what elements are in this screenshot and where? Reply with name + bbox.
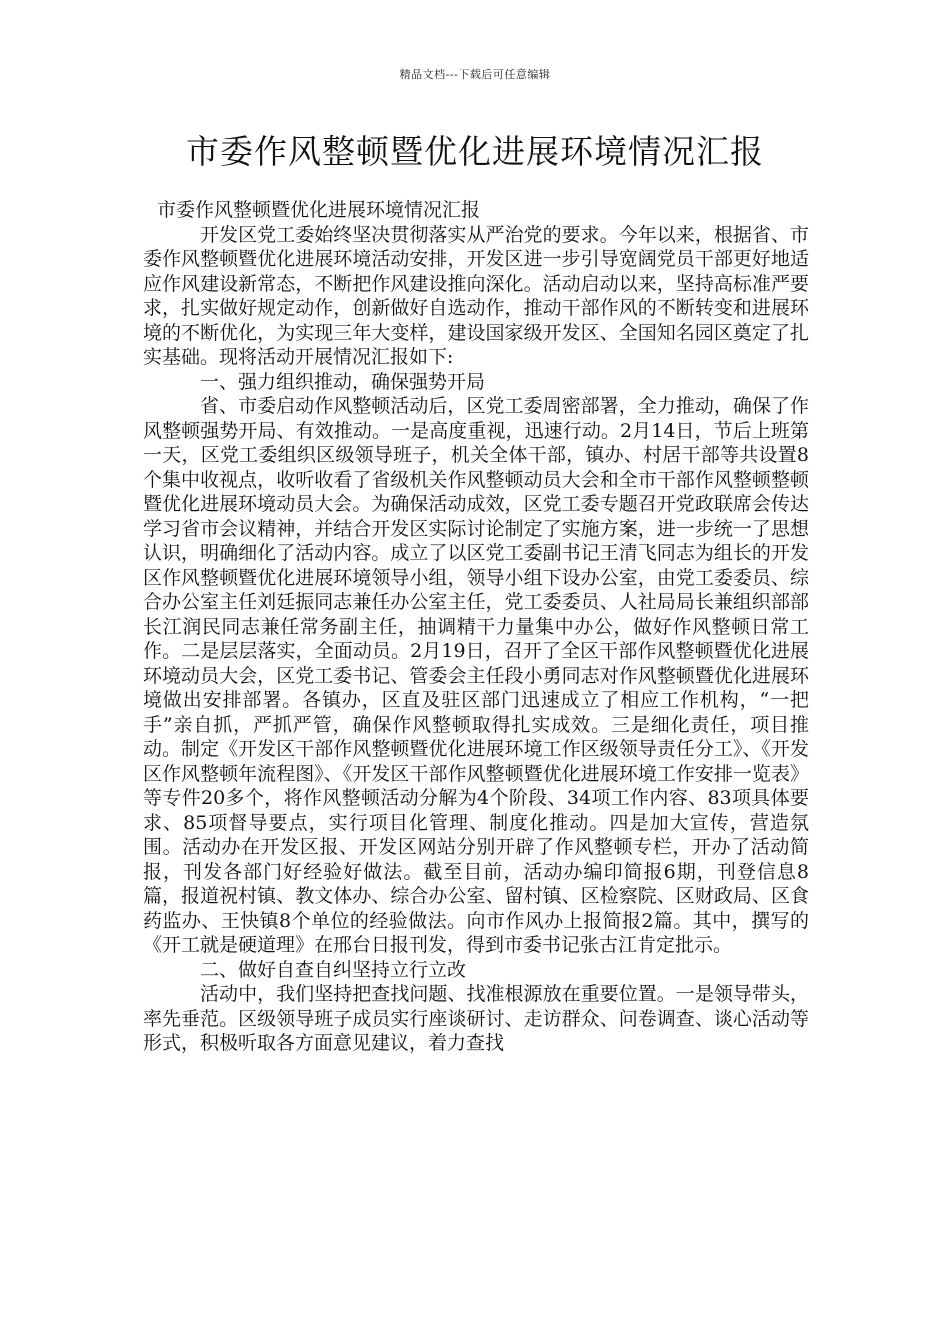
intro-paragraph: 开发区党工委始终坚决贯彻落实从严治党的要求。今年以来，根据省、市委作风整顿暨优化进展环境活动安排，开发区进一步引导宽阔党员干部更好地适应作风建设新常态，不断把作风建设推向深化。活动启动以来，坚持高标准严要求，扎实做好规定动作，创新做好自选动作，推动干部作风的不断转变和进展环境的不断优化，为实现三年大变样，建设国家级开发区、全国知名园区奠定了扎实基础。现将活动开展情况汇报如下: xyxy=(143,223,809,368)
page-header-note: 精品文档---下载后可任意编辑 xyxy=(399,68,551,81)
document-subtitle: 市委作风整顿暨优化进展环境情况汇报 xyxy=(157,199,481,221)
section-1-paragraph: 省、市委启动作风整顿活动后，区党工委周密部署，全力推动，确保了作风整顿强势开局、有效推动。一是高度重视，迅速行动。2月14日，节后上班第一天，区党工委组织区级领导班子，机关全体干部，镇办、村居干部等共设置8个集中收视点，收听收看了省级机关作风整顿动员大会和全市干部作风整顿整顿暨优化进展环境动员大会。为确保活动成效，区党工委专题召开党政联席会传达学习省市会议精神，并结合开发区实际讨论制定了实施方案，进一步统一了思想认识，明确细化了活动内容。成立了以区党工委副书记王清飞同志为组长的开发区作风整顿暨优化进展环境领导小组，领导小组下设办公室，由党工委委员、综合办公室主任刘廷振同志兼任办公室主任，党工委委员、人社局局长兼组织部部长江润民同志兼任常务副主任，抽调精干力量集中办公，做好作风整顿日常工作。二是层层落实，全面动员。2月19日，召开了全区干部作风整顿暨优化进展环境动员大会，区党工委书记、管委会主任段小勇同志对作风整顿暨优化进展环境做出安排部署。各镇办，区直及驻区部门迅速成立了相应工作机构，“一把手”亲自抓，严抓严管，确保作风整顿取得扎实成效。三是细化责任，项目推动。制定《开发区干部作风整顿暨优化进展环境工作区级领导责任分工》、《开发区作风整顿年流程图》、《开发区干部作风整顿暨优化进展环境工作安排一览表》等专件20多个，将作风整顿活动分解为4个阶段、34项工作内容、83项具体要求、85项督导要点，实行项目化管理、制度化推动。四是加大宣传，营造氛围。活动办在开发区报、开发区网站分别开辟了作风整顿专栏，开办了活动简报，刊发各部门好经验好做法。截至目前，活动办编印简报6期，刊登信息8篇，报道祝村镇、教文体办、综合办公室、留村镇、区检察院、区财政局、区食药监办、王快镇8个单位的经验做法。向市作风办上报简报2篇。其中，撰写的《开工就是硬道理》在邢台日报刊发，得到市委书记张古江肯定批示。 xyxy=(143,395,809,956)
section-heading-2: 二、做好自查自纠坚持立行立改 xyxy=(200,958,467,981)
document-body xyxy=(143,198,809,1056)
document-title: 市委作风整顿暨优化进展环境情况汇报 xyxy=(186,132,764,171)
section-2-paragraph: 活动中，我们坚持把查找问题、找准根源放在重要位置。一是领导带头，率先垂范。区级领导班子成员实行座谈研讨、走访群众、问卷调查、谈心活动等形式，积极听取各方面意见建议，着力查找 xyxy=(143,983,809,1054)
section-heading-1: 一、强力组织推动，确保强势开局 xyxy=(200,370,486,393)
